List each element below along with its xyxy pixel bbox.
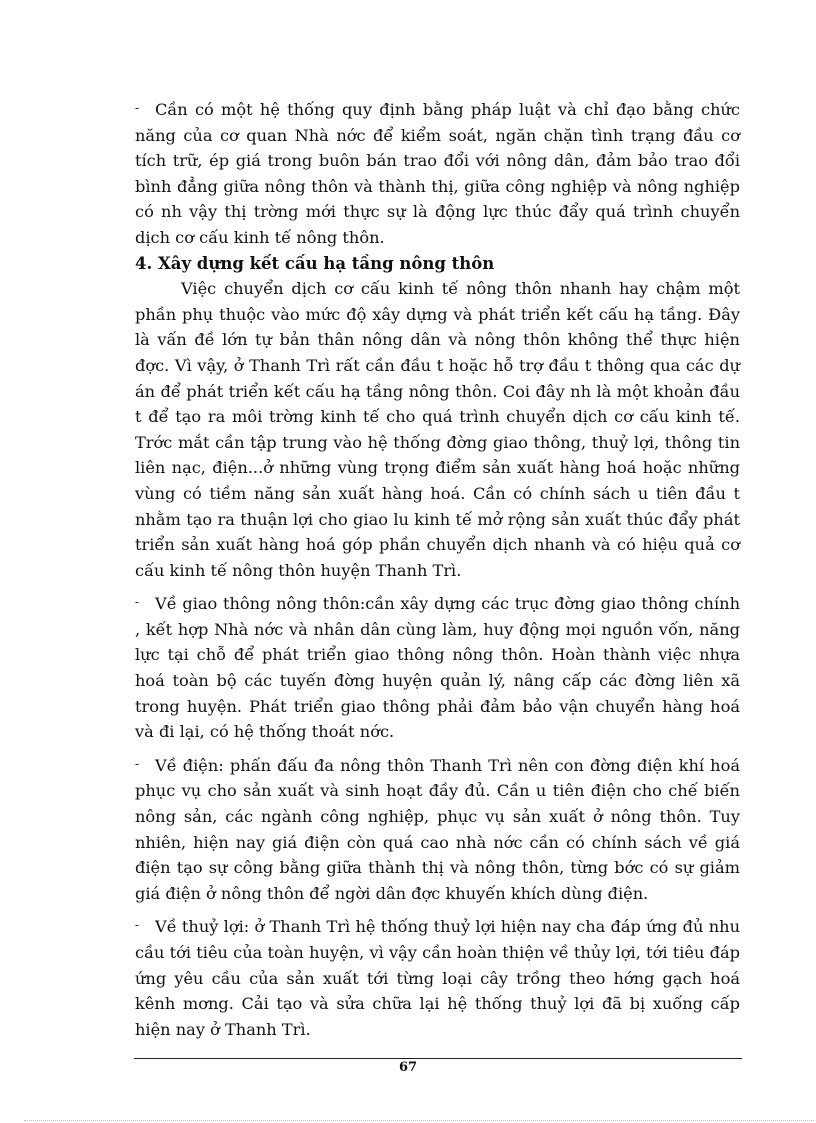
bullet-marker: -: [135, 101, 140, 115]
bullet-marker: -: [135, 595, 140, 610]
paragraph-infrastructure: Việc chuyển dịch cơ cấu kinh tế nông thôn nhanh hay chậm một phần phụ thuộc vào mức độ xây dựng và phát triển kết cấu hạ tầng. Đây là vấn đề lớn tự bản thân nông dân và nông thôn không thể thực hiện đợc. Vì vậy, ở Thanh Trì rất cần đầu t hoặc hỗ trợ đầu t thông qua các dự án để phát triển kết cấu hạ tầng nông thôn. Coi đây nh là một khoản đầu t để tạo ra môi trờng kinh tế cho quá trình chuyển dịch cơ cấu kinh tế. Trớc mắt cần tập trung vào hệ thống đờng giao thông, thuỷ lợi, thông tin liên nạc, điện...ở những vùng trọng điểm sản xuất hàng hoá hoặc những vùng có tiềm năng sản xuất hàng hoá. Cần có chính sách u tiên đầu t nhằm tạo ra thuận lợi cho giao lu kinh tế mở rộng sản xuất thúc đẩy phát triển sản xuất hàng hoá góp phần chuyển dịch nhanh và có hiệu quả cơ cấu kinh tế nông thôn huyện Thanh Trì.: [135, 279, 740, 580]
paragraph-transport: [135, 590, 740, 745]
paragraph-electricity: [135, 752, 740, 907]
page-bottom-border: [24, 1120, 814, 1121]
section-heading: 4. Xây dựng kết cấu hạ tầng nông thôn: [135, 253, 495, 273]
footer-divider: [134, 1058, 742, 1059]
paragraph-text: Cần có một hệ thống quy định bằng pháp luật và chỉ đạo bằng chức năng của cơ quan Nhà nớc để kiểm soát, ngăn chặn tình trạng đầu cơ tích trữ, ép giá trong buôn bán trao đổi với nông dân, đảm bảo trao đổi bình đẳng giữa nông thôn và thành thị, giữa công nghiệp và nông nghiệp có nh vậy thị trờng mới thực sự là động lực thúc đẩy quá trình chuyển dịch cơ cấu kinh tế nông thôn.: [135, 100, 740, 247]
paragraph-irrigation: [135, 913, 740, 1042]
paragraph-market-regulation: [135, 96, 740, 251]
document-body: [135, 96, 740, 1042]
paragraph-text: Về giao thông nông thôn:cần xây dựng các trục đờng giao thông chính , kết hợp Nhà nớc và nhân dân cùng làm, huy động mọi nguồn vốn, năng lực tại chỗ để phát triển giao thông nông thôn. Hoàn thành việc nhựa hoá toàn bộ các tuyến đờng huyện quản lý, nâng cấp các đờng liên xã trong huyện. Phát triển giao thông phải đảm bảo vận chuyển hàng hoá và đi lại, có hệ thống thoát nớc.: [135, 594, 740, 742]
paragraph-text: Về thuỷ lợi: ở Thanh Trì hệ thống thuỷ lợi hiện nay cha đáp ứng đủ nhu cầu tới tiêu của toàn huyện, vì vậy cần hoàn thiện về thủy lợi, tới tiêu đáp ứng yêu cầu của sản xuất tới từng loại cây trồng theo hớng gạch hoá kênh mơng. Cải tạo và sửa chữa lại hệ thống thuỷ lợi đã bị xuống cấp hiện nay ở Thanh Trì.: [135, 917, 740, 1039]
bullet-marker: -: [135, 918, 140, 933]
paragraph-text: Về điện: phấn đấu đa nông thôn Thanh Trì nên con đờng điện khí hoá phục vụ cho sản xuất và sinh hoạt đầy đủ. Cần u tiên điện cho chế biến nông sản, các ngành công nghiệp, phục vụ sản xuất ở nông thôn. Tuy nhiên, hiện nay giá điện còn quá cao nhà nớc cần có chính sách về giá điện tạo sự công bằng giữa thành thị và nông thôn, từng bớc có sự giảm giá điện ở nông thôn để ngời dân đợc khuyến khích dùng điện.: [135, 755, 740, 903]
page-number: 67: [398, 1060, 418, 1075]
bullet-marker: -: [135, 756, 140, 771]
